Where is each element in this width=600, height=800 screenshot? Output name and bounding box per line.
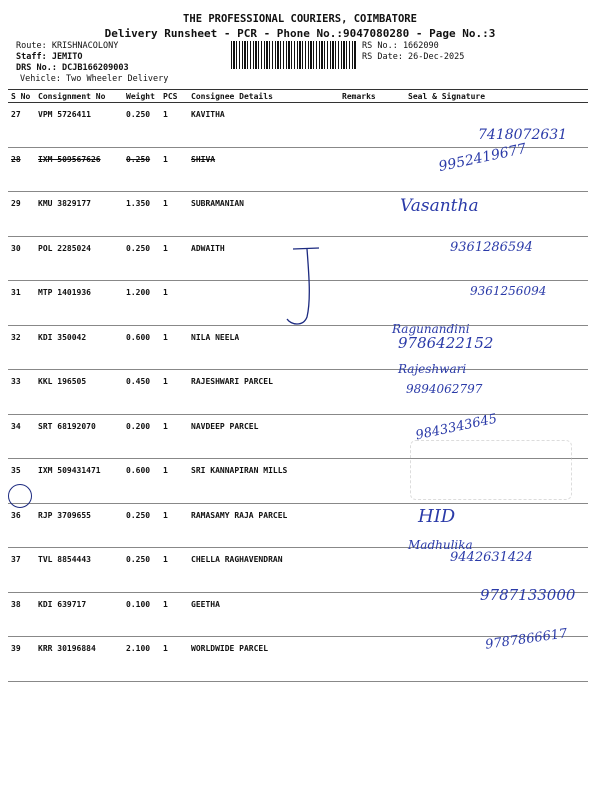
weight-cell: 1.350	[123, 192, 160, 237]
signature-37-name: Madhulika	[408, 538, 473, 552]
consignment-cell: POL 2285024	[35, 236, 123, 281]
weight-cell: 0.450	[123, 370, 160, 415]
runsheet-table	[8, 89, 588, 682]
seal-cell	[384, 325, 588, 370]
pcs-cell: 1	[160, 236, 188, 281]
consignment-cell: TVL 8854443	[35, 548, 123, 593]
pcs-cell: 1	[160, 414, 188, 459]
table-header-row	[8, 90, 588, 103]
pcs-cell: 1	[160, 548, 188, 593]
sno-cell: 35	[8, 459, 35, 504]
col-weight: Weight	[123, 90, 160, 103]
seal-cell	[384, 503, 588, 548]
signature-27: 7418072631	[478, 127, 568, 143]
signature-37-phone: 9442631424	[450, 550, 533, 565]
remarks-cell	[339, 370, 384, 415]
pcs-cell: 1	[160, 325, 188, 370]
pcs-cell: 1	[160, 637, 188, 682]
table-row	[8, 103, 588, 148]
weight-cell: 0.600	[123, 325, 160, 370]
seal-cell	[384, 548, 588, 593]
consignment-cell: IXM 509431471	[35, 459, 123, 504]
pcs-cell: 1	[160, 592, 188, 637]
pcs-cell: 1	[160, 503, 188, 548]
table-row	[8, 370, 588, 415]
remarks-cell	[339, 103, 384, 148]
consignment-cell: RJP 3709655	[35, 503, 123, 548]
weight-cell: 0.250	[123, 503, 160, 548]
remarks-cell	[339, 503, 384, 548]
seal-cell	[384, 281, 588, 326]
consignment-cell: KDI 639717	[35, 592, 123, 637]
table-row	[8, 192, 588, 237]
remarks-cell	[339, 459, 384, 504]
col-pcs: PCS	[160, 90, 188, 103]
sno-cell: 32	[8, 325, 35, 370]
signature-34: 9843343645	[414, 411, 499, 444]
signature-31: 9361256094	[470, 284, 547, 298]
consignee-cell: KAVITHA	[188, 103, 339, 148]
consignment-cell: KKL 196505	[35, 370, 123, 415]
remarks-cell	[339, 192, 384, 237]
remarks-cell	[339, 325, 384, 370]
signature-32-phone: 9786422152	[398, 334, 494, 352]
rs-number: RS No.: 1662090	[362, 41, 439, 51]
table-row	[8, 503, 588, 548]
col-consignment: Consignment No	[35, 90, 123, 103]
vehicle-label: Vehicle: Two Wheeler Delivery	[20, 74, 169, 84]
remarks-cell	[339, 147, 384, 192]
consignee-cell: SUBRAMANIAN	[188, 192, 339, 237]
company-title: THE PROFESSIONAL COURIERS, COIMBATORE	[183, 13, 417, 25]
runsheet-subtitle: Delivery Runsheet - PCR - Phone No.:9047080280 - Page No.:3	[104, 27, 496, 40]
consignment-cell: MTP 1401936	[35, 281, 123, 326]
weight-cell: 0.100	[123, 592, 160, 637]
weight-cell: 2.100	[123, 637, 160, 682]
pcs-cell: 1	[160, 459, 188, 504]
sno-cell: 33	[8, 370, 35, 415]
signature-38: 9787133000	[480, 586, 576, 604]
seal-cell	[384, 103, 588, 148]
seal-cell	[384, 192, 588, 237]
col-seal: Seal & Signature	[384, 90, 588, 103]
rs-date: RS Date: 26-Dec-2025	[362, 52, 465, 62]
remarks-cell	[339, 637, 384, 682]
weight-cell: 0.200	[123, 414, 160, 459]
col-sno: S No	[8, 90, 35, 103]
table-row	[8, 147, 588, 192]
seal-cell	[384, 637, 588, 682]
weight-cell: 0.250	[123, 548, 160, 593]
consignee-cell: NILA NEELA	[188, 325, 339, 370]
consignment-cell: KRR 30196884	[35, 637, 123, 682]
pcs-cell: 1	[160, 103, 188, 148]
consignee-cell: SHIVA	[188, 147, 339, 192]
sno-cell: 31	[8, 281, 35, 326]
sno-cell: 37	[8, 548, 35, 593]
pcs-cell: 1	[160, 147, 188, 192]
seal-cell	[384, 236, 588, 281]
weight-cell: 1.200	[123, 281, 160, 326]
barcode	[231, 41, 357, 69]
consignee-cell: RAJESHWARI PARCEL	[188, 370, 339, 415]
table-row	[8, 325, 588, 370]
weight-cell: 0.600	[123, 459, 160, 504]
table-row	[8, 592, 588, 637]
consignee-cell: GEETHA	[188, 592, 339, 637]
consignee-cell: SRI KANNAPIRAN MILLS	[188, 459, 339, 504]
signature-33-name: Rajeshwari	[398, 362, 467, 376]
weight-cell: 0.250	[123, 103, 160, 148]
seal-cell	[384, 147, 588, 192]
remarks-cell	[339, 414, 384, 459]
signature-29: Vasantha	[400, 196, 479, 216]
route-label: Route: KRISHNACOLONY	[16, 41, 119, 51]
signature-36: HID	[418, 506, 456, 527]
table-row	[8, 637, 588, 682]
consignee-cell: NAVDEEP PARCEL	[188, 414, 339, 459]
signature-32-name: Ragunandini	[392, 322, 470, 336]
pcs-cell: 1	[160, 281, 188, 326]
sno-cell: 36	[8, 503, 35, 548]
weight-cell: 0.250	[123, 236, 160, 281]
drs-number: DRS No.: DCJB166209003	[16, 63, 129, 73]
consignment-cell: IXM 509567626	[35, 147, 123, 192]
consignee-cell: WORLDWIDE PARCEL	[188, 637, 339, 682]
signature-39: 9787866617	[484, 626, 569, 653]
pcs-cell: 1	[160, 192, 188, 237]
consignee-cell: CHELLA RAGHAVENDRAN	[188, 548, 339, 593]
remarks-cell	[339, 592, 384, 637]
signature-33-phone: 9894062797	[406, 382, 483, 396]
weight-cell: 0.250	[123, 147, 160, 192]
signature-28: 9952419677	[437, 140, 528, 176]
sno-cell: 38	[8, 592, 35, 637]
sno-cell: 28	[8, 147, 35, 192]
consignment-cell: VPM 5726411	[35, 103, 123, 148]
consignment-cell: SRT 68192070	[35, 414, 123, 459]
consignee-cell: ADWAITH	[188, 236, 339, 281]
consignment-cell: KDI 350042	[35, 325, 123, 370]
sno-cell: 34	[8, 414, 35, 459]
staff-label: Staff: JEMITO	[16, 52, 83, 62]
sno-cell: 29	[8, 192, 35, 237]
remarks-cell	[339, 236, 384, 281]
signature-30: 9361286594	[450, 240, 533, 255]
sno-cell: 39	[8, 637, 35, 682]
row-36-circle-mark	[8, 484, 32, 508]
table-row	[8, 548, 588, 593]
delivery-stamp	[410, 440, 572, 500]
sno-cell: 27	[8, 103, 35, 148]
seal-cell	[384, 592, 588, 637]
seal-cell	[384, 370, 588, 415]
handwritten-j-mark	[285, 245, 325, 330]
col-consignee: Consignee Details	[188, 90, 339, 103]
remarks-cell	[339, 281, 384, 326]
col-remarks: Remarks	[339, 90, 384, 103]
consignment-cell: KMU 3829177	[35, 192, 123, 237]
remarks-cell	[339, 548, 384, 593]
sno-cell: 30	[8, 236, 35, 281]
consignee-cell: RAMASAMY RAJA PARCEL	[188, 503, 339, 548]
pcs-cell: 1	[160, 370, 188, 415]
